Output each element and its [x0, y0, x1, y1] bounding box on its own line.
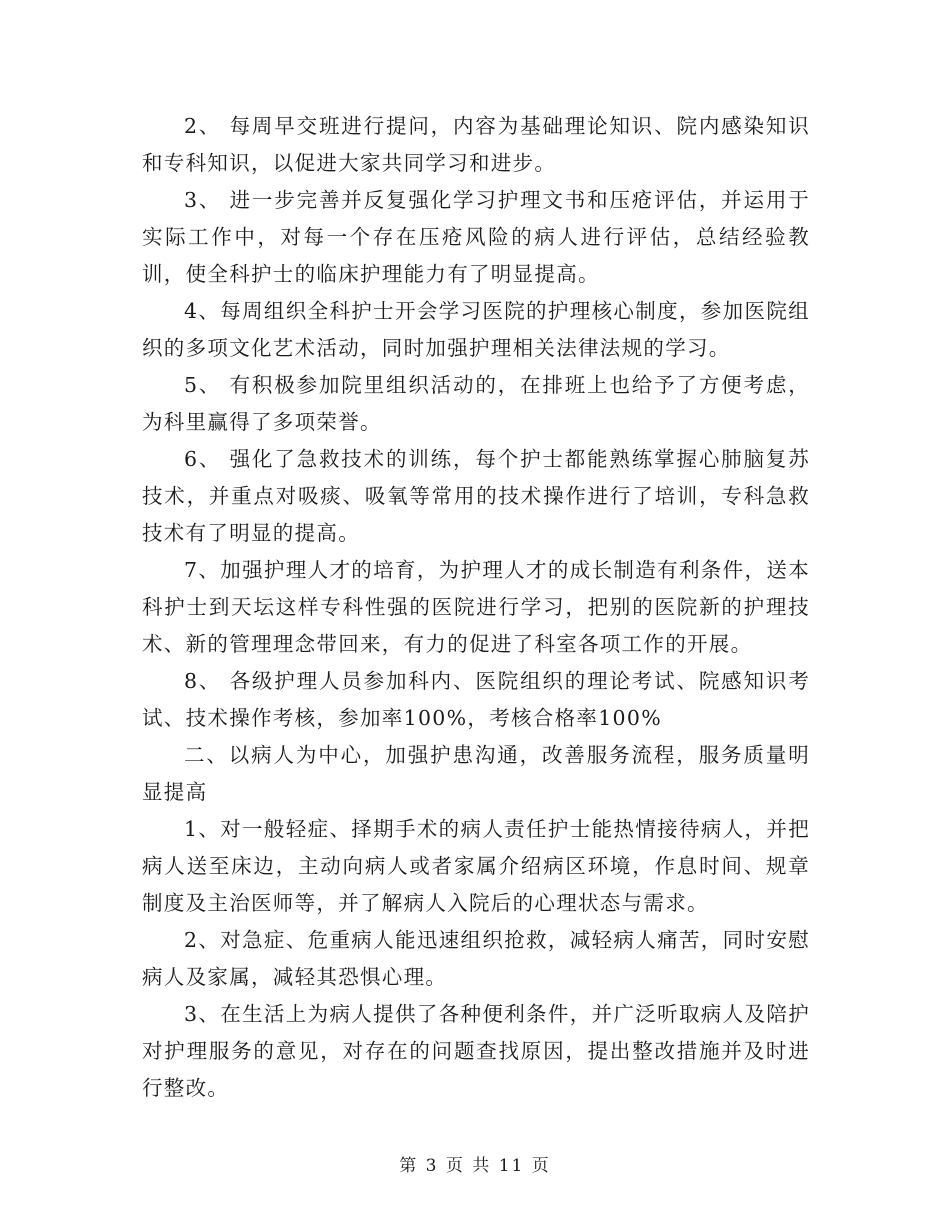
paragraph-item-2: 2、 每周早交班进行提问，内容为基础理论知识、院内感染知识和专科知识，以促进大家共同学习和进步。 — [142, 114, 810, 175]
paragraph-item-5: 5、 有积极参加院里组织活动的，在排班上也给予了方便考虑，为科里赢得了多项荣誉。 — [142, 373, 810, 434]
section-heading-2: 二、以病人为中心，加强护患沟通，改善服务流程，服务质量明显提高 — [142, 743, 810, 804]
paragraph-item-7: 7、加强护理人才的培育，为护理人才的成长制造有利条件，送本科护士到天坛这样专科性强的医院进行学习，把别的医院新的护理技术、新的管理理念带回来，有力的促进了科室各项工作的开展。 — [142, 558, 810, 656]
document-body — [142, 108, 810, 1107]
paragraph-item-s2-3: 3、在生活上为病人提供了各种便利条件，并广泛听取病人及陪护对护理服务的意见，对存在的问题查找原因，提出整改措施并及时进行整改。 — [142, 1002, 810, 1100]
paragraph-item-4: 4、每周组织全科护士开会学习医院的护理核心制度，参加医院组织的多项文化艺术活动，同时加强护理相关法律法规的学习。 — [142, 299, 810, 360]
paragraph-item-3: 3、 进一步完善并反复强化学习护理文书和压疮评估，并运用于实际工作中，对每一个存在压疮风险的病人进行评估，总结经验教训，使全科护士的临床护理能力有了明显提高。 — [142, 188, 810, 286]
paragraph-item-s2-1: 1、对一般轻症、择期手术的病人责任护士能热情接待病人，并把病人送至床边，主动向病人或者家属介绍病区环境，作息时间、规章制度及主治医师等，并了解病人入院后的心理状态与需求。 — [142, 817, 810, 915]
page-number-footer: 第 3 页 共 11 页 — [399, 1156, 551, 1176]
paragraph-item-8: 8、 各级护理人员参加科内、医院组织的理论考试、院感知识考试、技术操作考核，参加率100%，考核合格率100% — [142, 669, 810, 730]
paragraph-item-s2-2: 2、对急症、危重病人能迅速组织抢救，减轻病人痛苦，同时安慰病人及家属，减轻其恐惧心理。 — [142, 928, 810, 989]
paragraph-item-6: 6、 强化了急救技术的训练，每个护士都能熟练掌握心肺脑复苏技术，并重点对吸痰、吸氧等常用的技术操作进行了培训，专科急救技术有了明显的提高。 — [142, 447, 810, 545]
